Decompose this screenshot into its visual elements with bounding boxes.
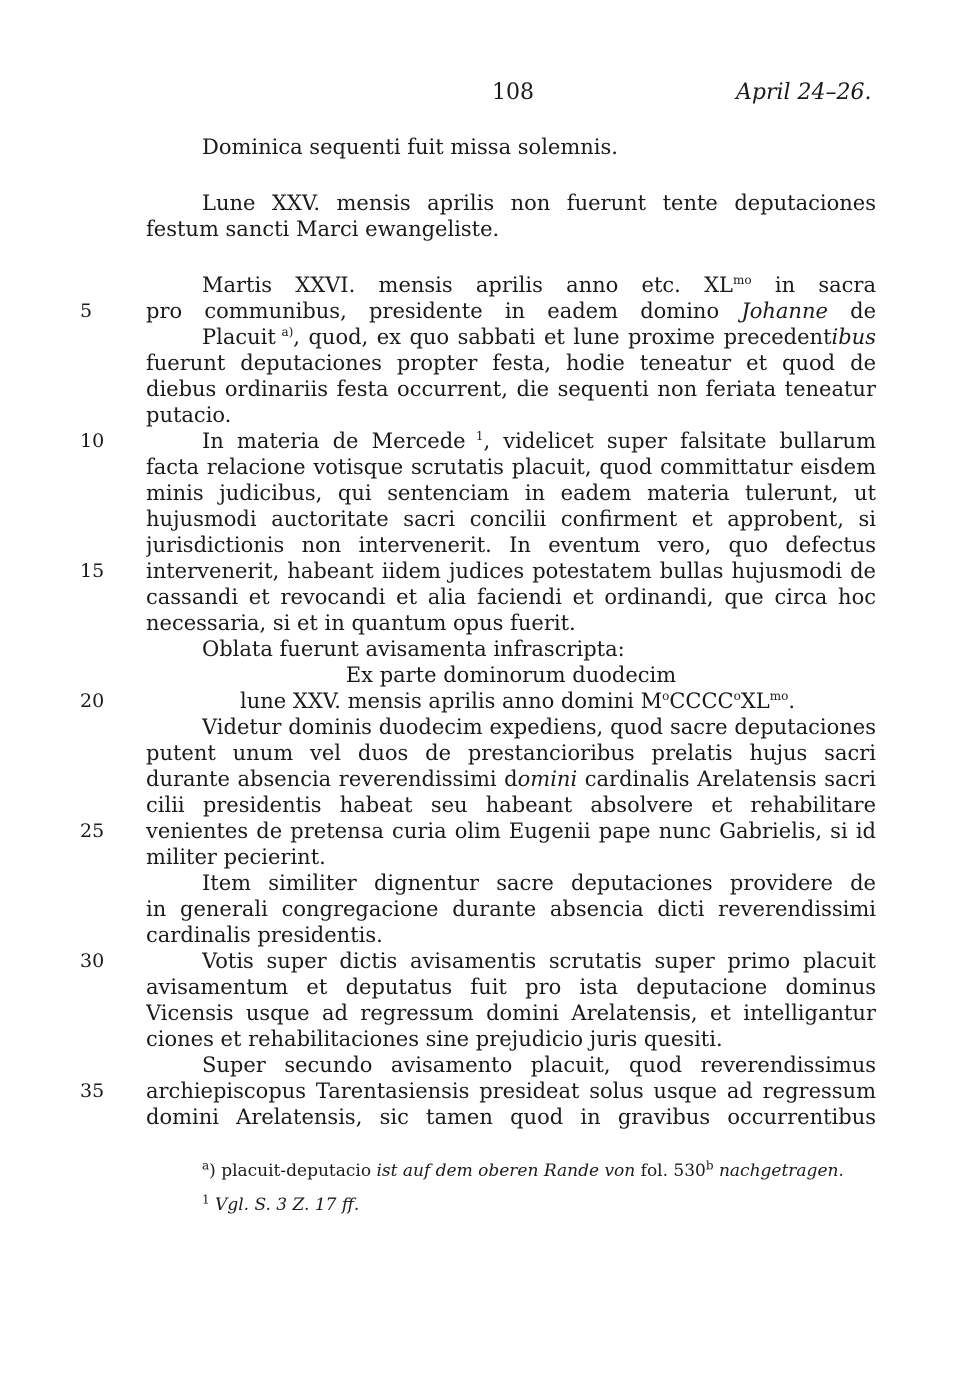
- line-number: 20: [80, 690, 105, 712]
- text-line: [240, 688, 960, 714]
- text-line: [146, 350, 876, 376]
- text-segment: o: [733, 689, 741, 703]
- text-segment: a): [275, 325, 294, 339]
- text-segment: pro communibus, presidente in eadem domino: [146, 299, 742, 323]
- text-segment: mo: [769, 689, 789, 703]
- text-segment: hujusmodi auctoritate sacri concilii confirment et approbent, si: [146, 507, 876, 531]
- text-segment: Placuit: [202, 325, 276, 349]
- line-number: 25: [80, 820, 105, 842]
- footnote: [202, 1160, 844, 1182]
- text-line: [202, 134, 876, 160]
- text-segment: Lune XXV. mensis aprilis non fuerunt tente deputaciones: [202, 191, 876, 215]
- text-line: [146, 792, 876, 818]
- text-line: [146, 298, 876, 324]
- text-segment: Votis super dictis avisamentis scrutatis super primo placuit: [202, 949, 876, 973]
- text-segment: fol. 530: [635, 1161, 706, 1181]
- text-segment: XL: [704, 273, 734, 297]
- text-segment: M: [640, 689, 663, 713]
- text-line: [146, 1026, 876, 1052]
- text-line: [146, 922, 876, 948]
- text-line: [146, 216, 876, 242]
- text-segment: festum sancti Marci ewangeliste.: [146, 217, 500, 241]
- text-segment: avisamentum et deputatus fuit pro ista deputacione dominus: [146, 975, 876, 999]
- text-segment: Johanne: [741, 299, 828, 323]
- text-segment: 1: [465, 429, 484, 443]
- text-line: [146, 818, 876, 844]
- text-line: [202, 870, 876, 896]
- text-segment: ciones et rehabilitaciones sine prejudicio juris quesiti.: [146, 1027, 723, 1051]
- text-segment: nachgetragen.: [718, 1161, 844, 1181]
- text-segment: omini: [517, 767, 578, 791]
- text-line: [146, 896, 876, 922]
- line-number: 5: [80, 300, 93, 322]
- line-number: 35: [80, 1080, 105, 1102]
- running-head: April 24–26.: [736, 80, 872, 105]
- text-line: [146, 506, 876, 532]
- text-segment: lune XXV. mensis aprilis anno domini: [240, 689, 641, 713]
- text-segment: cardinalis presidentis.: [146, 923, 383, 947]
- text-segment: jurisdictionis non intervenerit. In eventum vero, quo defectus: [146, 533, 876, 557]
- text-segment: 1: [202, 1192, 210, 1207]
- text-line: [146, 1104, 876, 1130]
- text-line: [146, 532, 876, 558]
- text-line: [202, 1052, 876, 1078]
- text-segment: diebus ordinariis festa occurrent, die sequenti non feriata teneatur: [146, 377, 876, 401]
- text-segment: facta relacione votisque scrutatis placuit, quod committatur eisdem: [146, 455, 876, 479]
- text-segment: archiepiscopus Tarentasiensis presideat solus usque ad regressum: [146, 1079, 876, 1103]
- text-segment: Vgl. S. 3 Z. 17 ff.: [215, 1195, 360, 1215]
- text-segment: ist auf dem oberen Rande von: [376, 1161, 636, 1181]
- text-line: [146, 584, 876, 610]
- line-number: 15: [80, 560, 105, 582]
- text-segment: Oblata fuerunt avisamenta infrascripta:: [202, 637, 625, 661]
- text-line: [146, 402, 876, 428]
- text-segment: Martis XXVI. mensis aprilis anno etc.: [202, 273, 705, 297]
- text-line: [202, 636, 876, 662]
- text-line: [202, 272, 876, 298]
- line-number: 30: [80, 950, 105, 972]
- text-segment: domini Arelatensis, sic tamen quod in gravibus occurrentibus: [146, 1105, 876, 1129]
- text-line: [146, 454, 876, 480]
- text-line: [146, 1078, 876, 1104]
- text-line: [146, 740, 876, 766]
- text-segment: fuerunt deputaciones propter festa, hodie teneatur et quod de: [146, 351, 876, 375]
- text-segment: intervenerit, habeant iidem judices potestatem bullas hujusmodi de: [146, 559, 876, 583]
- text-segment: ibus: [831, 325, 876, 349]
- text-segment: Dominica sequenti fuit missa solemnis.: [202, 135, 618, 159]
- text-segment: minis judicibus, qui sentenciam in eadem materia tulerunt, ut: [146, 481, 876, 505]
- text-line: [146, 376, 876, 402]
- text-segment: , videlicet super falsitate bullarum: [483, 429, 876, 453]
- text-segment: In materia de Mercede: [202, 429, 466, 453]
- text-segment: b: [705, 1158, 714, 1173]
- text-line: [146, 766, 876, 792]
- text-segment: putacio.: [146, 403, 232, 427]
- text-segment: venientes de pretensa curia olim Eugenii pape nunc Gabrielis, si id: [146, 819, 876, 843]
- text-segment: a: [202, 1158, 210, 1173]
- text-segment: necessaria, si et in quantum opus fuerit.: [146, 611, 576, 635]
- text-line: [202, 190, 876, 216]
- text-segment: cassandi et revocandi et alia faciendi et ordinandi, que circa hoc: [146, 585, 876, 609]
- text-segment: militer pecierint.: [146, 845, 326, 869]
- text-segment: Item similiter dignentur sacre deputaciones providere de: [202, 871, 876, 895]
- text-segment: in sacra: [774, 273, 876, 297]
- text-segment: XL: [740, 689, 770, 713]
- text-segment: putent unum vel duos de prestancioribus prelatis hujus sacri: [146, 741, 876, 765]
- text-line: [146, 480, 876, 506]
- line-number: 10: [80, 430, 105, 452]
- text-segment: .: [788, 689, 796, 713]
- text-segment: ) placuit-deputacio: [209, 1161, 377, 1181]
- text-line: [202, 948, 876, 974]
- page-number: 108: [492, 80, 534, 105]
- text-line: [146, 844, 876, 870]
- text-line: [146, 662, 876, 688]
- text-line: [146, 610, 876, 636]
- text-line: [146, 974, 876, 1000]
- text-segment: cardinalis Arelatensis sacri: [584, 767, 876, 791]
- text-line: [202, 428, 876, 454]
- text-segment: durante absencia reverendissimi d: [146, 767, 518, 791]
- text-segment: o: [662, 689, 670, 703]
- text-segment: in generali congregacione durante absencia dicti reverendissimi: [146, 897, 876, 921]
- text-line: [146, 1000, 876, 1026]
- text-line: [202, 324, 876, 350]
- text-segment: CCCC: [669, 689, 734, 713]
- text-segment: de: [850, 299, 876, 323]
- text-segment: , quod, ex quo sabbati et lune proxime precedent: [293, 325, 832, 349]
- text-line: [146, 558, 876, 584]
- text-segment: mo: [733, 273, 752, 287]
- text-segment: Vicensis usque ad regressum domini Arelatensis, et intelligantur: [146, 1001, 876, 1025]
- footnote: [202, 1194, 359, 1216]
- text-segment: Videtur dominis duodecim expediens, quod sacre deputaciones: [202, 715, 876, 739]
- text-segment: Super secundo avisamento placuit, quod reverendissimus: [202, 1053, 876, 1077]
- text-line: [202, 714, 876, 740]
- text-segment: Ex parte dominorum duodecim: [345, 663, 677, 687]
- text-segment: cilii presidentis habeat seu habeant absolvere et rehabilitare: [146, 793, 876, 817]
